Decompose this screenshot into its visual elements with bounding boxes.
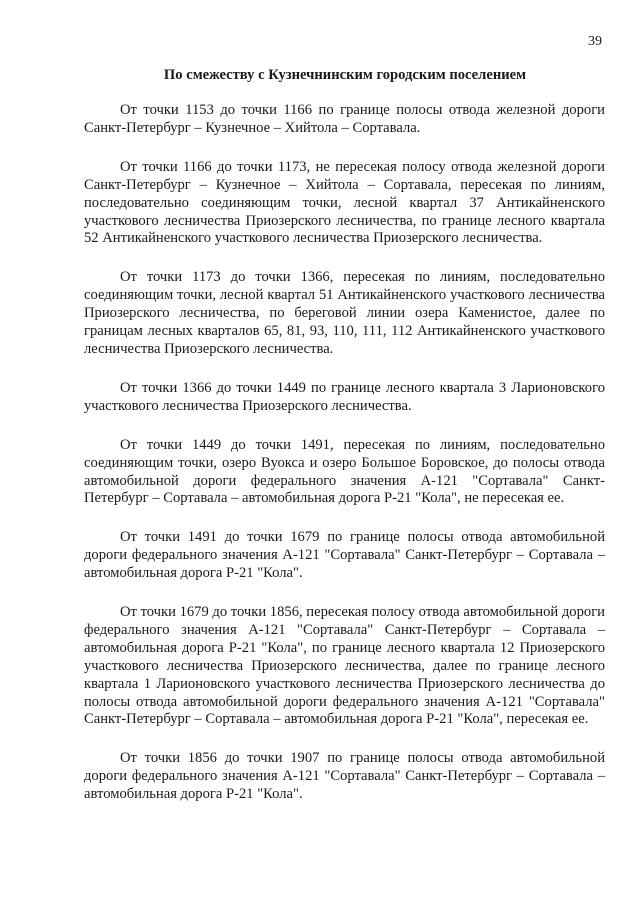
page-number: 39 — [588, 34, 602, 49]
paragraph: От точки 1856 до точки 1907 по границе полосы отвода автомобильной дороги федерального значения А-121 "Сортавала" Санкт-Петербург – Сортавала – автомобильная дорога Р-21 "Кола". — [84, 750, 605, 803]
section-heading: По смежеству с Кузнечнинским городским поселением — [163, 67, 527, 83]
paragraph: От точки 1366 до точки 1449 по границе лесного квартала 3 Ларионовского участкового лесничества Приозерского лесничества. — [84, 379, 605, 414]
paragraph: От точки 1491 до точки 1679 по границе полосы отвода автомобильной дороги федерального значения А-121 "Сортавала" Санкт-Петербург – Сортавала – автомобильная дорога Р-21 "Кола". — [84, 529, 605, 582]
paragraph: От точки 1166 до точки 1173, не пересекая полосу отвода железной дороги Санкт-Петербург – Кузнечное – Хийтола – Сортавала, пересекая по линиям, последовательно соединяющим точки, лесной квартал 37 Антикайненского участкового лесничества Приозерского лесничества, по границе лесного квартала 52 Антикайненского участкового лесничества Приозерского лесничества. — [84, 158, 605, 247]
paragraph: От точки 1173 до точки 1366, пересекая по линиям, последовательно соединяющим точки, лесной квартал 51 Антикайненского участкового лесничества Приозерского лесничества, по береговой линии озера Каменистое, далее по границам лесных кварталов 65, 81, 93, 110, 111, 112 Антикайненского участкового лесничества Приозерского лесничества. — [84, 269, 605, 357]
paragraph: От точки 1153 до точки 1166 по границе полосы отвода железной дороги Санкт-Петербург – Кузнечное – Хийтола – Сортавала. — [84, 102, 605, 136]
body-text — [84, 102, 605, 825]
paragraph: От точки 1679 до точки 1856, пересекая полосу отвода автомобильной дороги федерального значения А-121 "Сортавала" Санкт-Петербург – Сортавала – автомобильная дорога Р-21 "Кола", по границе лесного квартала 12 Приозерского участкового лесничества Приозерского лесничества, далее по границе лесного квартала 1 Ларионовского участкового лесничества Приозерского лесничества до полосы отвода автомобильной дороги федерального значения А-121 "Сортавала" Санкт-Петербург – Сортавала – автомобильная дорога Р-21 "Кола", пересекая ее. — [84, 604, 605, 728]
paragraph: От точки 1449 до точки 1491, пересекая по линиям, последовательно соединяющим точки, озеро Вуокса и озеро Большое Боровское, до полосы отвода автомобильной дороги федерального значения А-121 "Сортавала" Санкт-Петербург – Сортавала – автомобильная дорога Р-21 "Кола", не пересекая ее. — [84, 436, 605, 507]
